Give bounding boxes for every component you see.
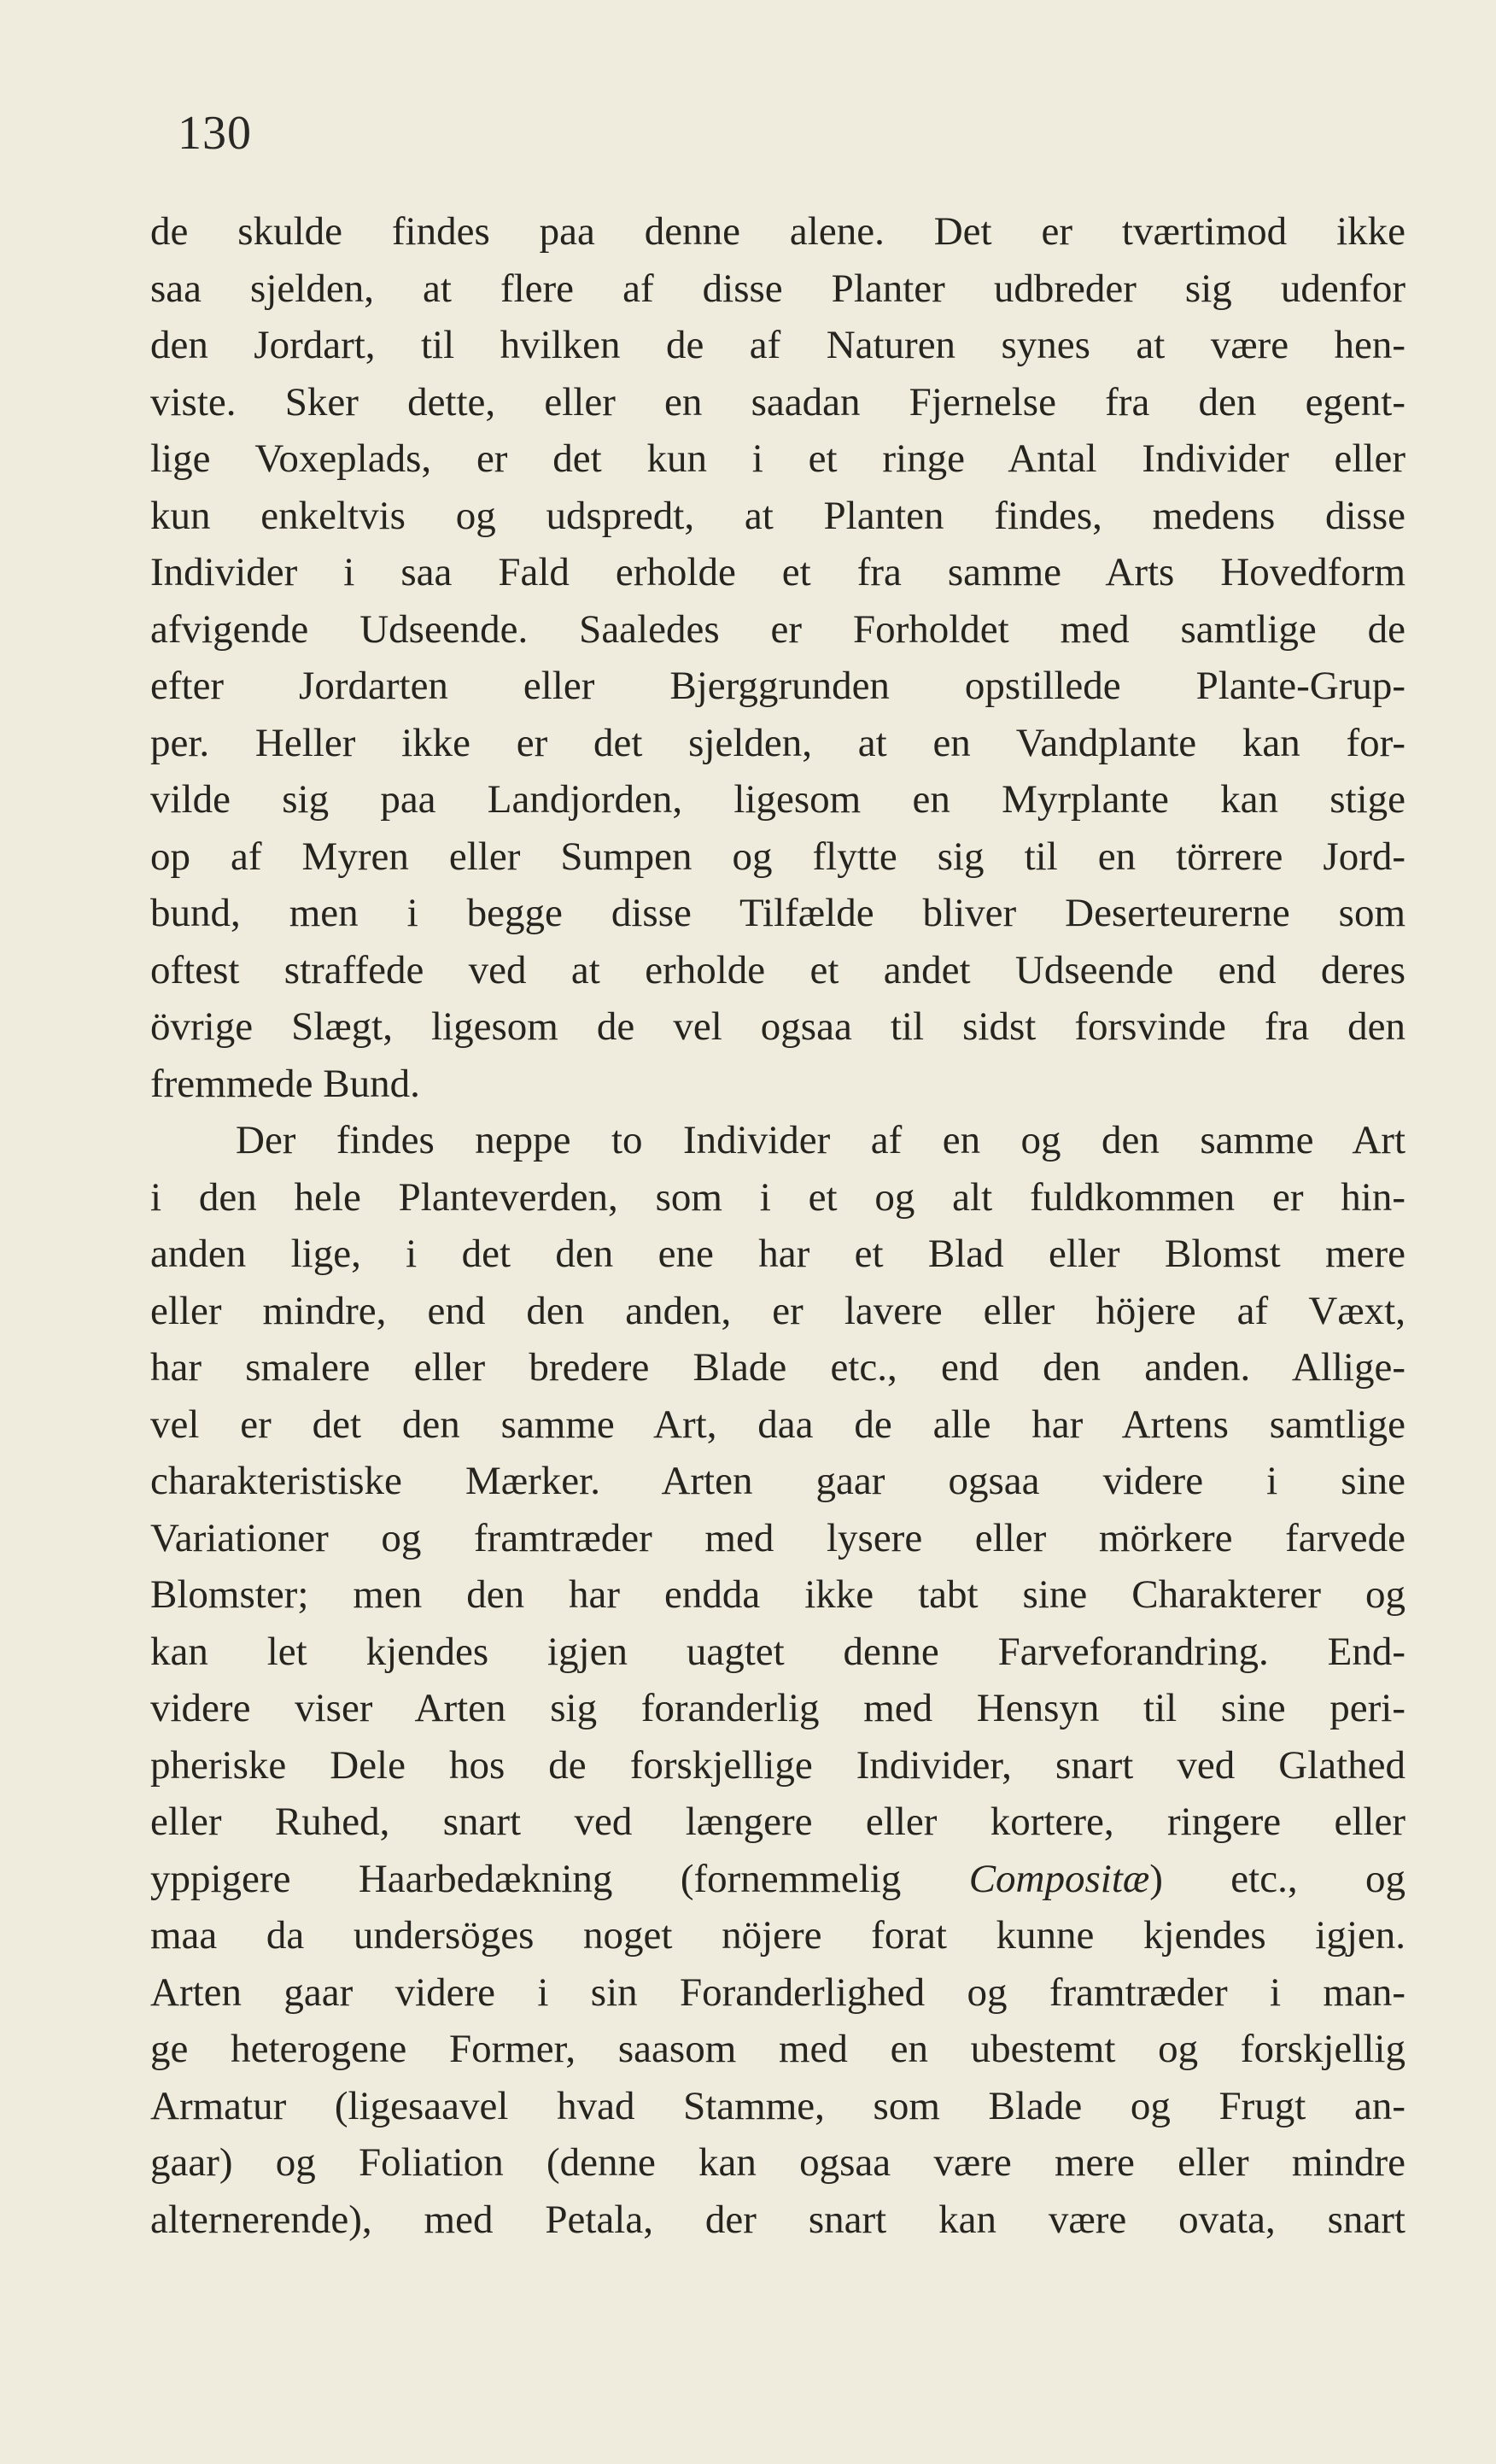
text-line: eller Ruhed, snart ved længere eller kortere, ringere eller bbox=[150, 1800, 1405, 1844]
text-line: saa sjelden, at flere af disse Planter udbreder sig udenfor bbox=[150, 266, 1405, 311]
text-line: vilde sig paa Landjorden, ligesom en Myrplante kan stige bbox=[150, 777, 1405, 822]
text-line: Individer i saa Fald erholde et fra samme Arts Hovedform bbox=[150, 550, 1405, 594]
text-line: fremmede Bund. bbox=[150, 1061, 420, 1106]
text-line: de skulde findes paa denne alene. Det er tværtimod ikke bbox=[150, 209, 1405, 254]
text-line: lige Voxeplads, er det kun i et ringe Antal Individer eller bbox=[150, 436, 1405, 481]
text-line: kun enkeltvis og udspredt, at Planten findes, medens disse bbox=[150, 493, 1405, 538]
text-line: bund, men i begge disse Tilfælde bliver Deserteurerne som bbox=[150, 891, 1405, 935]
text-line: vel er det den samme Art, daa de alle har Artens samtlige bbox=[150, 1402, 1405, 1447]
text-line: maa da undersöges noget nöjere forat kunne kjendes igjen. bbox=[150, 1913, 1405, 1958]
text-line: eller mindre, end den anden, er lavere eller höjere af Væxt, bbox=[150, 1288, 1405, 1333]
text-line: Variationer og framtræder med lysere eller mörkere farvede bbox=[150, 1515, 1405, 1560]
text-line: afvigende Udseende. Saaledes er Forholdet med samtlige de bbox=[150, 606, 1405, 652]
text-line-indented bbox=[150, 1112, 1405, 1169]
text-line: anden lige, i det den ene har et Blad eller Blomst mere bbox=[150, 1232, 1405, 1276]
text-line: viste. Sker dette, eller en saadan Fjernelse fra den egent- bbox=[150, 379, 1405, 424]
text-line: charakteristiske Mærker. Arten gaar ogsaa videre i sine bbox=[150, 1459, 1405, 1503]
text-line: efter Jordarten eller Bjerggrunden opstillede Plante-Grup- bbox=[150, 664, 1405, 708]
text-line: Armatur (ligesaavel hvad Stamme, som Blade og Frugt an- bbox=[150, 2083, 1405, 2128]
text-line: den Jordart, til hvilken de af Naturen synes at være hen- bbox=[150, 323, 1405, 367]
text-line-content: Der findes neppe to Individer af en og den samme Art bbox=[236, 1118, 1405, 1162]
page-number: 130 bbox=[178, 107, 252, 160]
text-line: videre viser Arten sig foranderlig med Hensyn til sine peri- bbox=[150, 1686, 1405, 1730]
text-line: gaar) og Foliation (denne kan ogsaa være mere eller mindre bbox=[150, 2140, 1405, 2185]
body-text bbox=[150, 203, 1405, 2248]
text-line: Arten gaar videre i sin Foranderlighed og framtræder i man- bbox=[150, 1969, 1405, 2015]
text-line: oftest straffede ved at erholde et andet Udseende end deres bbox=[150, 947, 1405, 992]
text-line: per. Heller ikke er det sjelden, at en Vandplante kan for- bbox=[150, 720, 1405, 765]
italic-term: Compositæ bbox=[968, 1856, 1150, 1901]
text-line: övrige Slægt, ligesom de vel ogsaa til sidst forsvinde fra den bbox=[150, 1004, 1405, 1049]
text-line: pheriske Dele hos de forskjellige Individer, snart ved Glathed bbox=[150, 1742, 1405, 1788]
text-line: har smalere eller bredere Blade etc., end den anden. Allige- bbox=[150, 1345, 1405, 1390]
text-line: Blomster; men den har endda ikke tabt sine Charakterer og bbox=[150, 1572, 1405, 1617]
text-line: alternerende), med Petala, der snart kan være ovata, snart bbox=[150, 2197, 1405, 2242]
text-line: yppigere Haarbedækning (fornemmelig Compositæ) etc., og bbox=[150, 1856, 1405, 1901]
text-line: kan let kjendes igjen uagtet denne Farveforandring. End- bbox=[150, 1629, 1405, 1674]
text-line: i den hele Planteverden, som i et og alt fuldkommen er hin- bbox=[150, 1174, 1405, 1220]
text-line: ge heterogene Former, saasom med en ubestemt og forskjellig bbox=[150, 2027, 1405, 2071]
text-line: op af Myren eller Sumpen og flytte sig til en törrere Jord- bbox=[150, 834, 1405, 879]
